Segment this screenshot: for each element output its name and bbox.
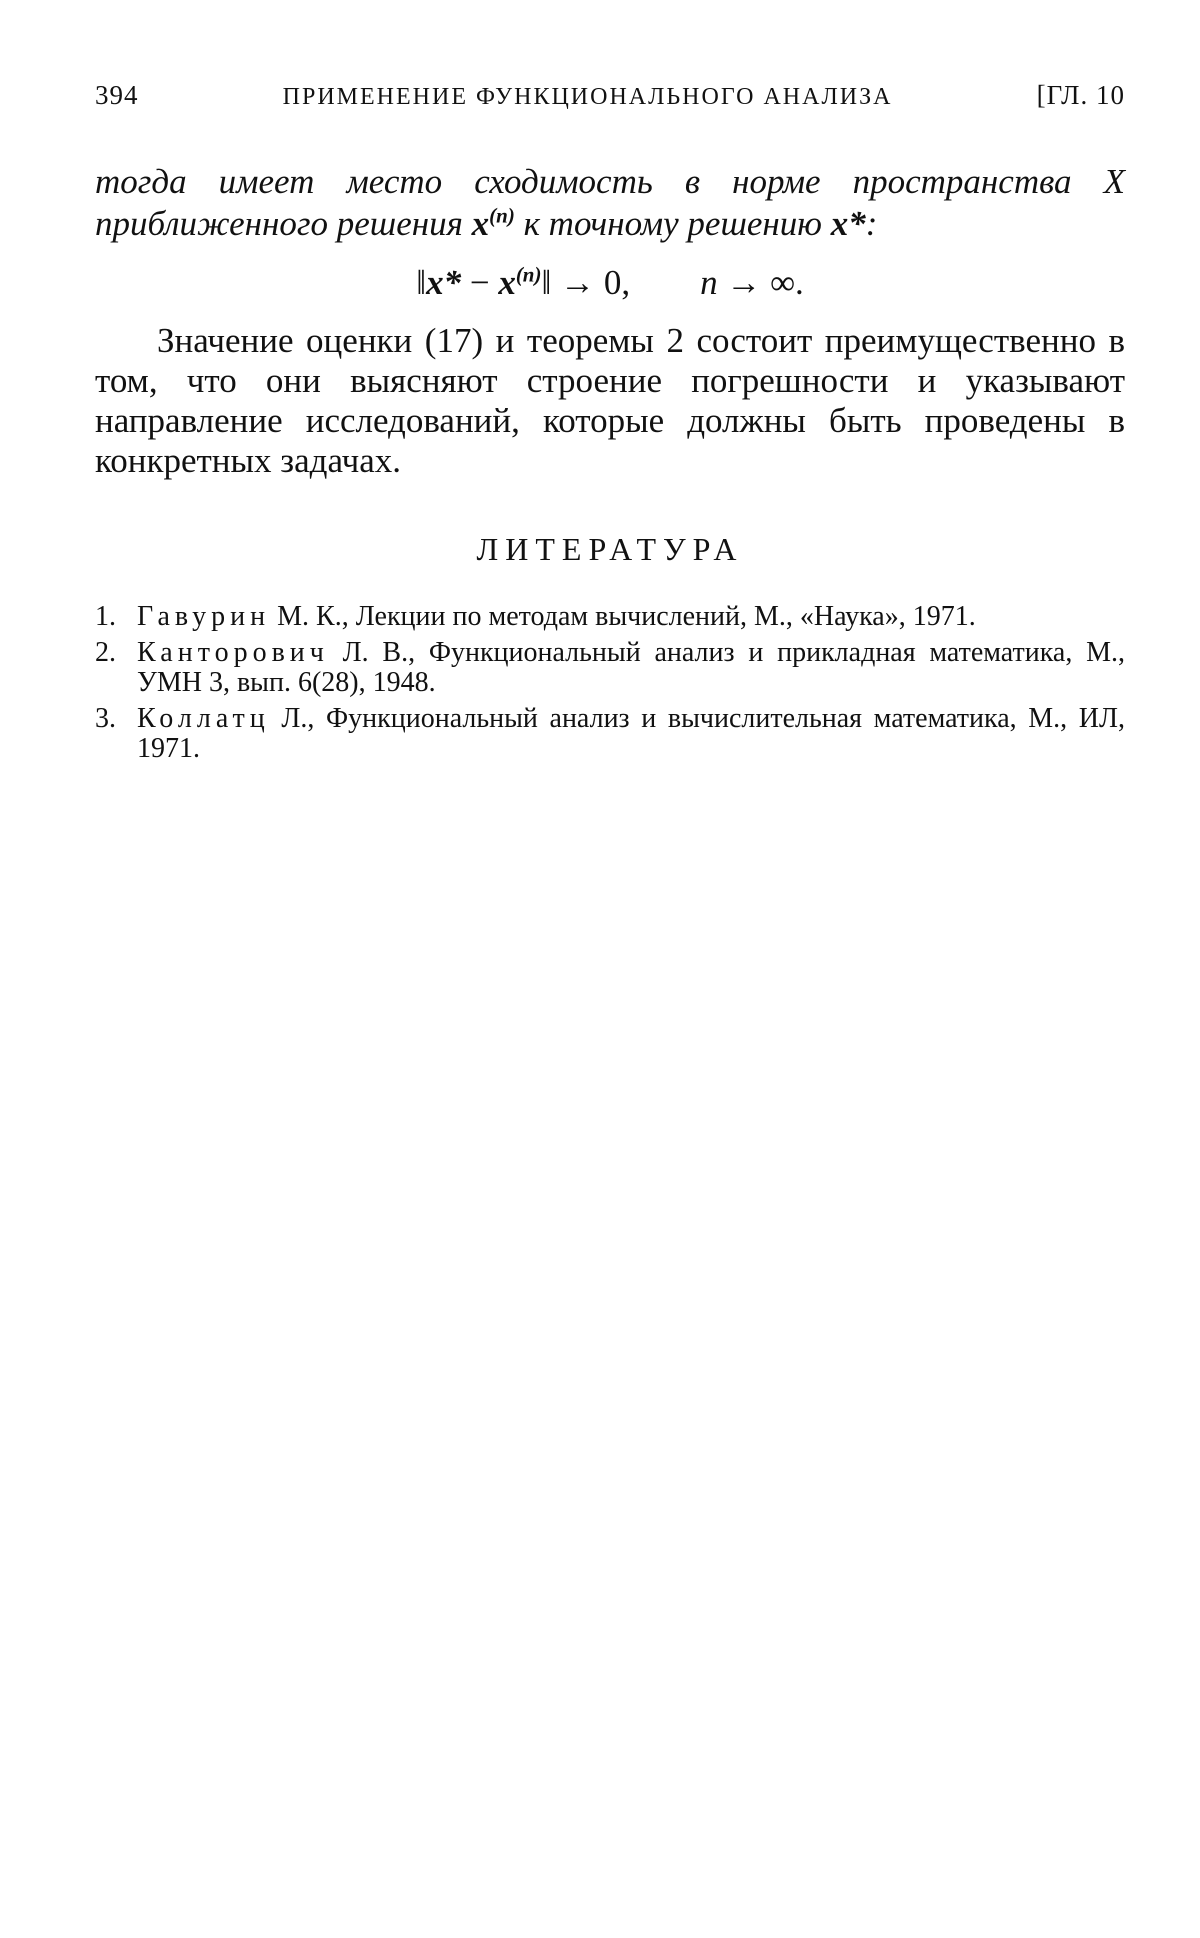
running-head [95,80,1125,111]
chapter-label: [ГЛ. 10 [1036,80,1125,110]
approx-solution-symbol: $x^{(n)}$ [471,203,515,243]
reference-number: 1. [95,601,116,632]
reference-author: Коллатц [137,703,270,734]
reference-details: М. К., Лекции по методам вычислений, М., «Наука», 1971. [270,601,976,632]
book-page [95,80,1125,770]
reference-number: 2. [95,637,116,668]
theorem-conclusion [95,161,1125,245]
exact-solution-symbol: x* [830,204,866,243]
reference-details: Л., Функциональный анализ и вычислительная математика, М., ИЛ, 1971. [137,703,1125,764]
formula-x-star: x* [426,263,462,302]
reference-list [95,602,1125,764]
theorem-text-2: к точному решению [514,204,831,243]
theorem-text-1: тогда имеет место сходимость в норме пространства X приближенного решения [95,162,1125,243]
reference-item [95,602,1125,632]
formula-limit-zero: → 0, [551,263,631,302]
theorem-text-3: : [865,204,878,243]
reference-item [95,638,1125,698]
reference-author: Гавурин [137,601,271,632]
page-number: 394 [95,80,139,110]
running-title: ПРИМЕНЕНИЕ ФУНКЦИОНАЛЬНОГО АНАЛИЗА [282,84,893,110]
formula-x-n: $x^{(n)}$ [498,262,542,302]
convergence-formula: ‖x* − $x^{(n)}‖ \to 0$, n → ∞. [416,262,804,302]
reference-author: Канторович [137,637,329,668]
literature-heading: ЛИТЕРАТУРА [476,531,744,567]
reference-number: 3. [95,703,116,734]
formula-limit-inf: → ∞. [717,263,804,302]
reference-item [95,704,1125,764]
body-paragraph: Значение оценки (17) и теоремы 2 состоит преимущественно в том, что они выясняют строение погрешности и указывают направление исследований, которые должны быть проведены в конкретных задачах. [95,321,1125,480]
formula-n: n [700,263,718,302]
reference-details: Л. В., Функциональный анализ и прикладная математика, М., УМН 3, вып. 6(28), 1948. [137,637,1125,698]
